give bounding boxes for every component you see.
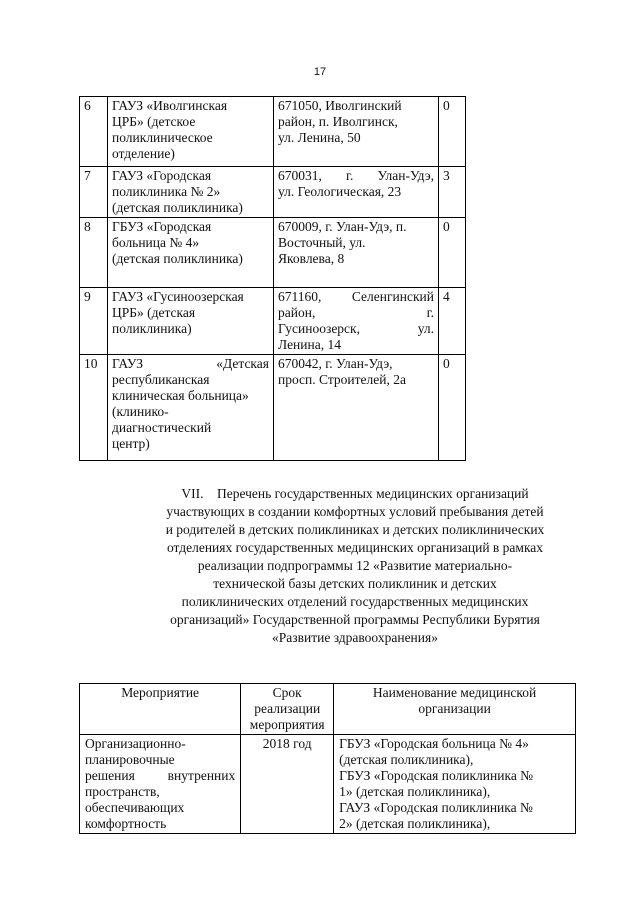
text-line: просп. Строителей, 2а — [278, 372, 406, 387]
heading-line: VII. Перечень государственных медицинских организаций — [181, 486, 529, 501]
text-line: реализации — [254, 701, 321, 716]
table-row — [80, 167, 466, 218]
heading-line: участвующих в создании комфортных условий пребывания детей — [166, 504, 544, 519]
text-line: 670009, г. Улан-Удэ, п. — [278, 219, 407, 234]
text-line: ГАУЗ «Городская — [112, 168, 212, 183]
text-line: ГАУЗ «Городская поликлиника № — [339, 800, 533, 815]
count-value: 0 — [439, 218, 466, 288]
text-line: Мероприятие — [121, 685, 200, 700]
row-number: 7 — [80, 167, 108, 218]
events-table-row — [80, 735, 576, 834]
row-number: 10 — [80, 355, 108, 461]
text-line: организации — [418, 701, 491, 716]
table-row — [80, 355, 466, 461]
text-line: (детская поликлиника), — [339, 752, 474, 767]
text-line: республиканская — [112, 372, 210, 387]
table-row — [80, 218, 466, 288]
row-number: 9 — [80, 288, 108, 355]
text-line: (клинико- — [112, 404, 169, 419]
text-line: район, п. Иволгинск, — [278, 114, 398, 129]
text-line: ГАУЗ «Гусиноозерская — [112, 289, 244, 304]
text-line: поликлиника № 2» — [112, 184, 221, 199]
text-line: район, г. — [278, 305, 434, 320]
text-line: Яковлева, 8 — [278, 251, 345, 266]
organizations-table — [79, 96, 466, 461]
text-line: диагностический — [112, 420, 212, 435]
heading-line: поликлинических отделений государственных медицинских — [181, 594, 529, 609]
text-line: пространств, — [85, 784, 160, 799]
text-line: Наименование медицинской — [372, 685, 537, 700]
row-number: 6 — [80, 97, 108, 167]
text-line: отделение) — [112, 146, 175, 161]
text-line: Восточный, ул. — [278, 235, 366, 250]
events-table-header — [80, 684, 576, 735]
text-line: ГБУЗ «Городская — [112, 219, 212, 234]
events-table — [79, 683, 576, 834]
organization-address — [274, 218, 439, 288]
text-line: ГБУЗ «Городская больница № 4» — [339, 736, 529, 751]
text-line: 2» (детская поликлиника), — [339, 816, 491, 831]
text-line: Организационно- — [85, 736, 186, 751]
text-line: 670042, г. Улан-Удэ, — [278, 356, 393, 371]
period-cell — [241, 735, 334, 834]
heading-line: «Развитие здравоохранения» — [272, 630, 438, 645]
text-line: ГАУЗ «Иволгинская — [112, 98, 228, 113]
row-number: 8 — [80, 218, 108, 288]
text-line: 2018 год — [262, 736, 312, 751]
organization-address — [274, 97, 439, 167]
count-value: 0 — [439, 97, 466, 167]
text-line: Ленина, 14 — [278, 337, 341, 352]
organization-cell — [334, 735, 576, 834]
text-line: поликлиника) — [112, 321, 192, 336]
table-row — [80, 97, 466, 167]
text-line: 671160, Селенгинский — [278, 289, 434, 304]
organization-name — [108, 167, 274, 218]
text-line: ГАУЗ «Детская — [112, 356, 269, 371]
text-line: ул. Геологическая, 23 — [278, 184, 402, 199]
count-value: 3 — [439, 167, 466, 218]
heading-line: и родителей в детских поликлиниках и детских поликлинических — [165, 522, 545, 537]
header-period — [241, 684, 334, 735]
page-number: 17 — [313, 66, 327, 78]
count-value: 0 — [439, 355, 466, 461]
text-line: поликлиническое — [112, 130, 213, 145]
text-line: решения внутренних — [85, 768, 236, 783]
section-heading — [137, 485, 573, 647]
text-line: комфортность — [85, 816, 167, 831]
text-line: 670031, г. Улан-Удэ, — [278, 168, 434, 183]
text-line: ул. Ленина, 50 — [278, 130, 361, 145]
organization-name — [108, 218, 274, 288]
header-event — [80, 684, 241, 735]
organization-address — [274, 167, 439, 218]
heading-line: технической базы детских поликлиник и детских — [213, 576, 497, 591]
text-line: 671050, Иволгинский — [278, 98, 402, 113]
event-cell — [80, 735, 241, 834]
heading-line: отделениях государственных медицинских организаций в рамках — [166, 540, 544, 555]
text-line: обеспечивающих — [85, 800, 185, 815]
count-value: 4 — [439, 288, 466, 355]
header-organization — [334, 684, 576, 735]
heading-line: реализации подпрограммы 12 «Развитие материально- — [197, 558, 513, 573]
text-line: ЦРБ» (детская — [112, 305, 196, 320]
heading-line: организаций» Государственной программы Республики Бурятия — [170, 612, 540, 627]
text-line: 1» (детская поликлиника), — [339, 784, 491, 799]
text-line: мероприятия — [249, 717, 325, 732]
text-line: (детская поликлиника) — [112, 251, 243, 266]
text-line: (детская поликлиника) — [112, 200, 243, 215]
organization-address — [274, 288, 439, 355]
text-line: центр) — [112, 436, 150, 451]
text-line: ЦРБ» (детское — [112, 114, 196, 129]
organization-address — [274, 355, 439, 461]
text-line: Срок — [272, 685, 302, 700]
text-line: ГБУЗ «Городская поликлиника № — [339, 768, 534, 783]
organization-name — [108, 288, 274, 355]
text-line: Гусиноозерск, ул. — [278, 321, 434, 336]
text-line: больница № 4» — [112, 235, 200, 250]
text-line: планировочные — [85, 752, 175, 767]
text-line: клиническая больница» — [112, 388, 249, 403]
organization-name — [108, 355, 274, 461]
table-row — [80, 288, 466, 355]
organization-name — [108, 97, 274, 167]
